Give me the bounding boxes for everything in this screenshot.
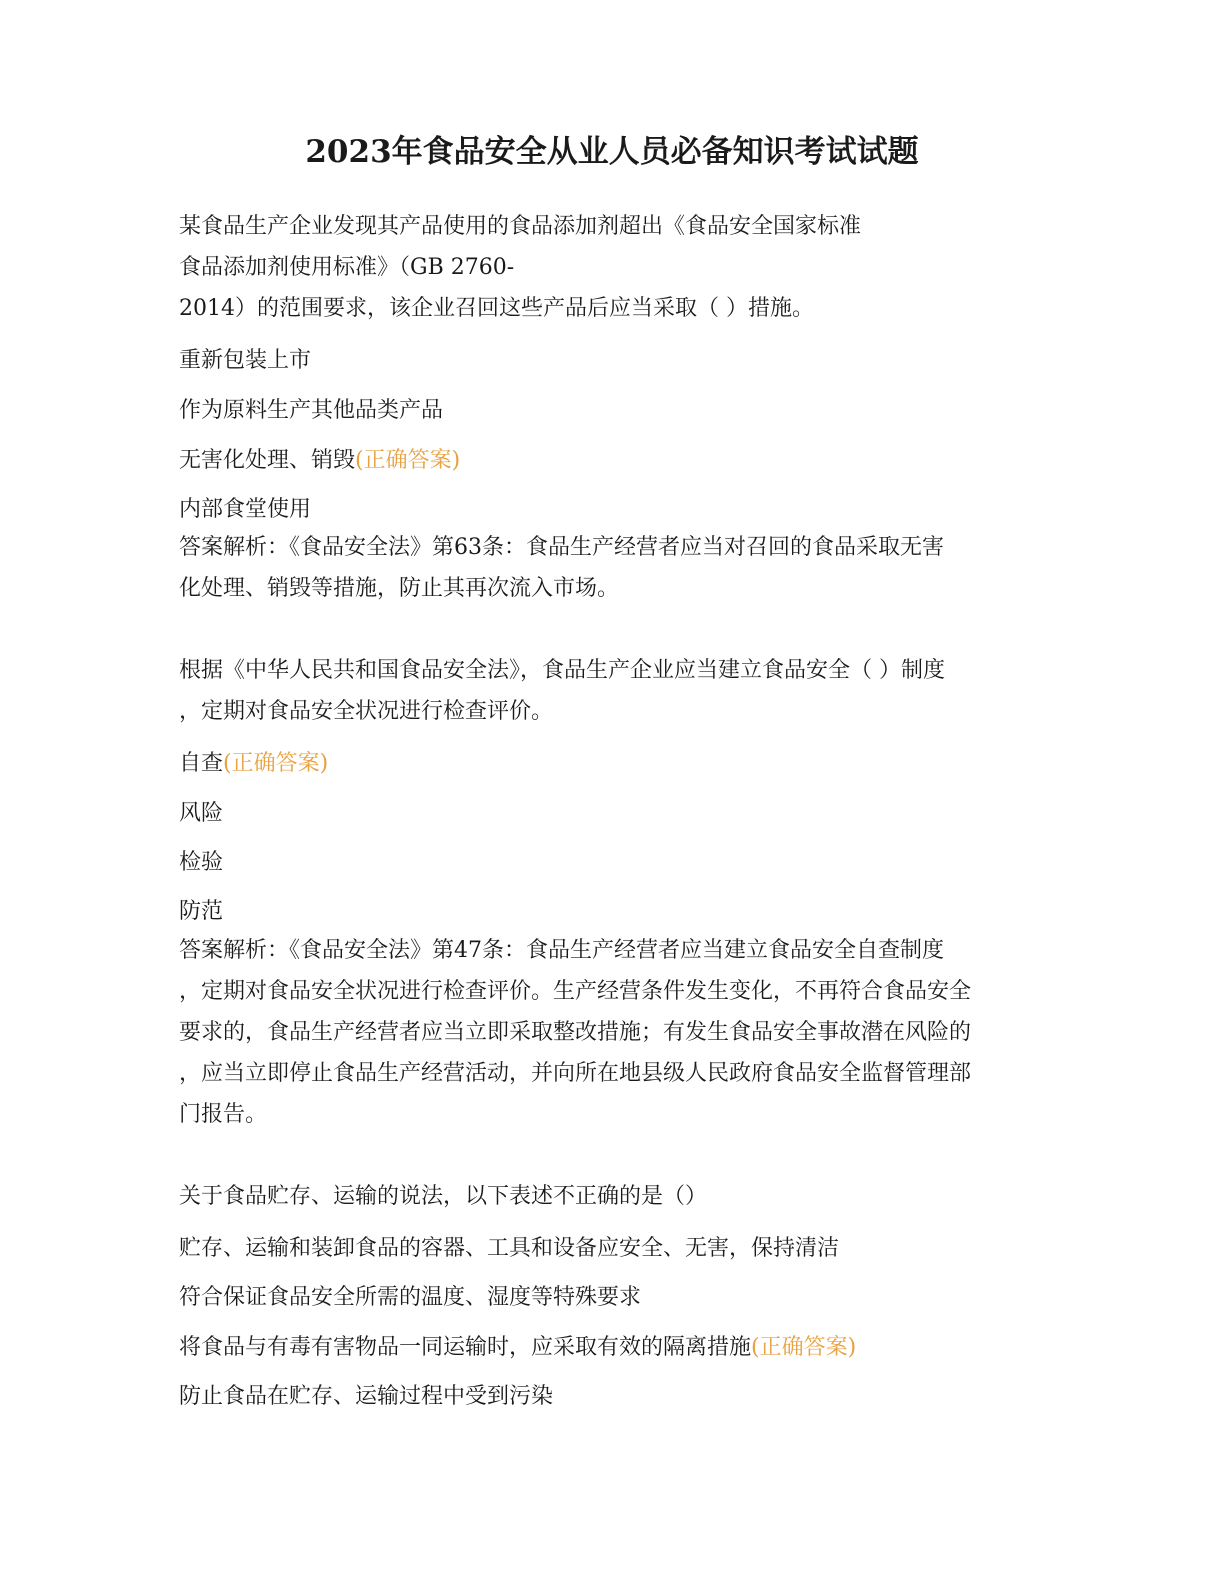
option-text: 自查 xyxy=(179,751,224,776)
question-3-stem-line-1: 关于食品贮存、运输的说法，以下表述不正确的是（） xyxy=(179,1184,708,1209)
question-2-option-b: 风险 xyxy=(179,801,224,826)
question-1-option-b: 作为原料生产其他品类产品 xyxy=(179,398,444,423)
question-2-analysis-line-3: 要求的，食品生产经营者应当立即采取整改措施；有发生食品安全事故潜在风险的 xyxy=(179,1020,972,1045)
question-1-option-d: 内部食堂使用 xyxy=(179,497,312,522)
question-3-option-b: 符合保证食品安全所需的温度、湿度等特殊要求 xyxy=(179,1285,642,1310)
question-2-analysis-line-5: 门报告。 xyxy=(179,1102,268,1127)
question-1-option-c xyxy=(179,446,460,476)
correct-answer-mark: (正确答案) xyxy=(751,1335,857,1360)
option-text: 将食品与有毒有害物品一同运输时，应采取有效的隔离措施 xyxy=(179,1335,752,1360)
correct-answer-mark: (正确答案) xyxy=(223,751,329,776)
question-1-stem-line-2: 食品添加剂使用标准》（GB 2760- xyxy=(179,255,515,280)
question-2-analysis-line-4: ，应当立即停止食品生产经营活动，并向所在地县级人民政府食品安全监督管理部 xyxy=(179,1061,972,1086)
question-2-stem-line-1: 根据《中华人民共和国食品安全法》，食品生产企业应当建立食品安全（ ）制度 xyxy=(179,658,945,683)
question-2-option-a xyxy=(179,749,328,779)
question-3-option-c xyxy=(179,1333,856,1363)
correct-answer-mark: (正确答案) xyxy=(355,448,461,473)
question-2-analysis-line-1: 答案解析：《食品安全法》第47条：食品生产经营者应当建立食品安全自查制度 xyxy=(179,938,944,963)
question-2-analysis-line-2: ，定期对食品安全状况进行检查评价。生产经营条件发生变化，不再符合食品安全 xyxy=(179,979,972,1004)
question-2-option-d: 防范 xyxy=(179,899,224,924)
document-title: 2023年食品安全从业人员必备知识考试试题 xyxy=(305,134,919,170)
question-1-analysis-line-2: 化处理、销毁等措施，防止其再次流入市场。 xyxy=(179,576,620,601)
question-1-stem-line-3: 2014）的范围要求，该企业召回这些产品后应当采取（ ）措施。 xyxy=(179,296,814,321)
question-1-analysis-line-1: 答案解析：《食品安全法》第63条：食品生产经营者应当对召回的食品采取无害 xyxy=(179,535,944,560)
question-1-option-a: 重新包装上市 xyxy=(179,348,312,373)
question-3-option-a: 贮存、运输和装卸食品的容器、工具和设备应安全、无害，保持清洁 xyxy=(179,1236,840,1261)
question-3-option-d: 防止食品在贮存、运输过程中受到污染 xyxy=(179,1384,554,1409)
question-1-stem-line-1: 某食品生产企业发现其产品使用的食品添加剂超出《食品安全国家标准 xyxy=(179,214,862,239)
option-text: 无害化处理、销毁 xyxy=(179,448,356,473)
question-2-stem-line-2: ，定期对食品安全状况进行检查评价。 xyxy=(179,699,554,724)
question-2-option-c: 检验 xyxy=(179,850,224,875)
